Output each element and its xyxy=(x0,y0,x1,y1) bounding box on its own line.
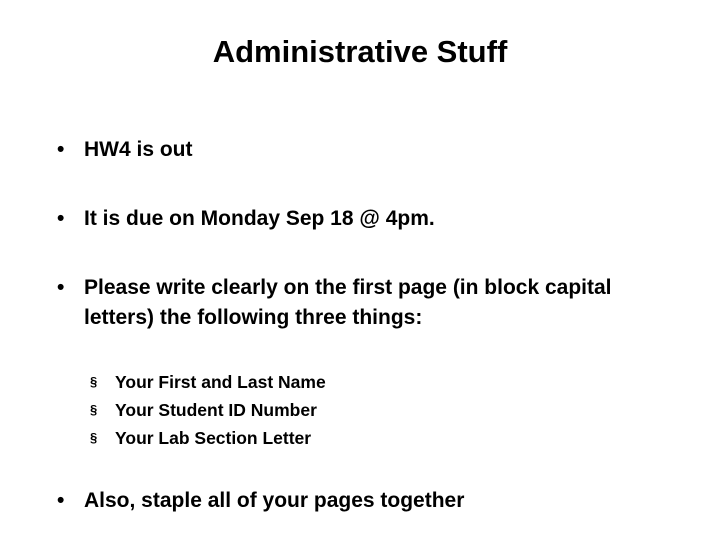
sub-bullet-item xyxy=(90,368,650,396)
sub-bullet-item xyxy=(90,396,650,424)
bullet-item xyxy=(57,486,657,516)
bullet-text: Also, staple all of your pages together xyxy=(84,489,465,512)
bullet-item xyxy=(57,204,657,234)
sub-bullet-marker: § xyxy=(90,374,98,389)
sub-bullet-item xyxy=(90,424,650,452)
bullet-text: Please write clearly on the first page (in block capital letters) the following three things: xyxy=(84,276,612,329)
bullet-text: HW4 is out xyxy=(84,138,193,161)
sub-bullet-text: Your Lab Section Letter xyxy=(115,428,312,448)
bullet-item xyxy=(57,135,657,165)
sub-bullet-marker: § xyxy=(90,430,98,445)
bullet-item xyxy=(57,273,657,333)
slide-title: Administrative Stuff xyxy=(212,34,508,69)
bullet-text: It is due on Monday Sep 18 @ 4pm. xyxy=(84,207,435,230)
bullet-marker: • xyxy=(57,276,65,299)
sub-bullet-marker: § xyxy=(90,402,98,417)
bullet-marker: • xyxy=(57,138,65,161)
bullet-marker: • xyxy=(57,207,65,230)
sub-bullet-text: Your First and Last Name xyxy=(115,372,326,392)
sub-bullet-text: Your Student ID Number xyxy=(115,400,317,420)
bullet-marker: • xyxy=(57,489,65,512)
